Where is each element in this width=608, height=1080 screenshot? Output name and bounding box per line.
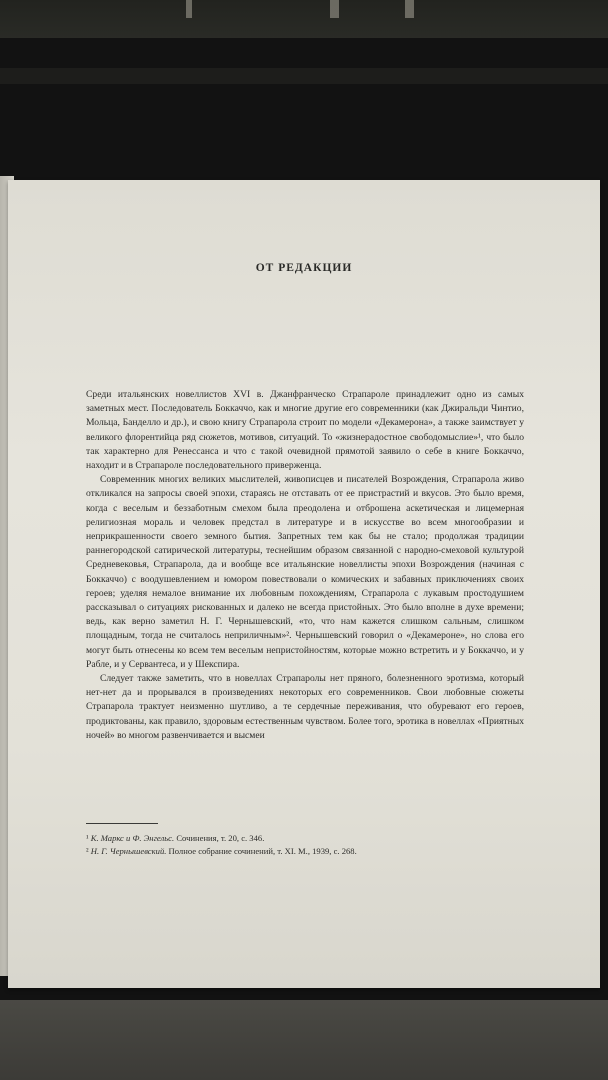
footnote-mark: ¹	[86, 833, 89, 843]
paragraph: Среди итальянских новеллистов XVI в. Джанфранческо Страпароле принадлежит одно из самых заметных мест. Последователь Боккаччо, как и многие другие его современники (как Джиральди Чинтио, Мольца, Банделло и др.), и свою книгу Страпарола строит по модели «Декамерона», а также заимствует у великого флорентийца ряд сюжетов, мотивов, ситуаций. То «жизнерадостное свободомыслие»¹, что было так характерно для Ренессанса и что с такой очевидной прямотой заявило о себе в книге Боккаччо, находит и в Страпароле последовательного приверженца.	[86, 389, 524, 472]
background-marks	[150, 0, 450, 18]
footnote-text: Полное собрание сочинений, т. XI. М., 1939, с. 268.	[168, 846, 357, 856]
footnote	[86, 832, 524, 845]
body-text	[86, 388, 524, 743]
footnote	[86, 845, 524, 858]
footnote-authors: Н. Г. Чернышевский.	[90, 846, 167, 856]
footnote-mark: ²	[86, 846, 89, 856]
page-heading: ОТ РЕДАКЦИИ	[255, 262, 353, 274]
footnote-divider	[86, 823, 158, 824]
table-surface	[0, 1000, 608, 1080]
footnote-authors: К. Маркс и Ф. Энгельс.	[90, 833, 175, 843]
paragraph: Современник многих великих мыслителей, живописцев и писателей Возрождения, Страпарола живо откликался на запросы своей эпохи, стараясь не отставать от ее пристрастий и вкусов. Это было время, когда с веселым и беззаботным смехом была преодолена и отброшена аскетическая и лицемерная религиозная мораль и человек предстал в литературе и в искусстве во всем многообразии и неприкрашенности своего земного бытия. Запретных тем как бы не стало; продолжая традиции раннегородской сатирической литературы, теснейшим образом связанной с народно-смеховой культурой Средневековья, Страпарола, да и вообще все итальянские новеллисты эпохи Возрождения (начиная с Боккаччо) с воодушевлением и юмором повествовали о комических и забавных приключениях своих героев; уделяя немалое внимание их любовным похождениям, Страпарола с лукавым простодушием рассказывал о ситуациях рискованных и далеко не всегда пристойных. Это было вполне в духе времени; ведь, как верно заметил Н. Г. Чернышевский, «то, что нам кажется слишком сальным, слишком площадным, тогда не считалось неприличным»². Чернышевский говорил о «Декамероне», но слова его могут быть отнесены ко всем тем веселым непристойностям, которые можно встретить и у Боккаччо, и у Рабле, и у Сервантеса, и у Шекспира.	[86, 474, 524, 670]
footnote-text: Сочинения, т. 20, с. 346.	[176, 833, 265, 843]
paragraph: Следует также заметить, что в новеллах Страпаролы нет пряного, болезненного эротизма, который нет-нет да и прорывался в произведениях некоторых его современников. Свои любовные сюжеты Страпарола трактует неизменно шутливо, а те сердечные переживания, что обуревают его героев, продиктованы, как правило, здоровым естественным чувством. Более того, эротика в новеллах «Приятных ночей» во многом развенчивается и высмеи	[86, 673, 524, 741]
book-cover-edge	[0, 68, 608, 84]
footnotes	[86, 832, 524, 858]
